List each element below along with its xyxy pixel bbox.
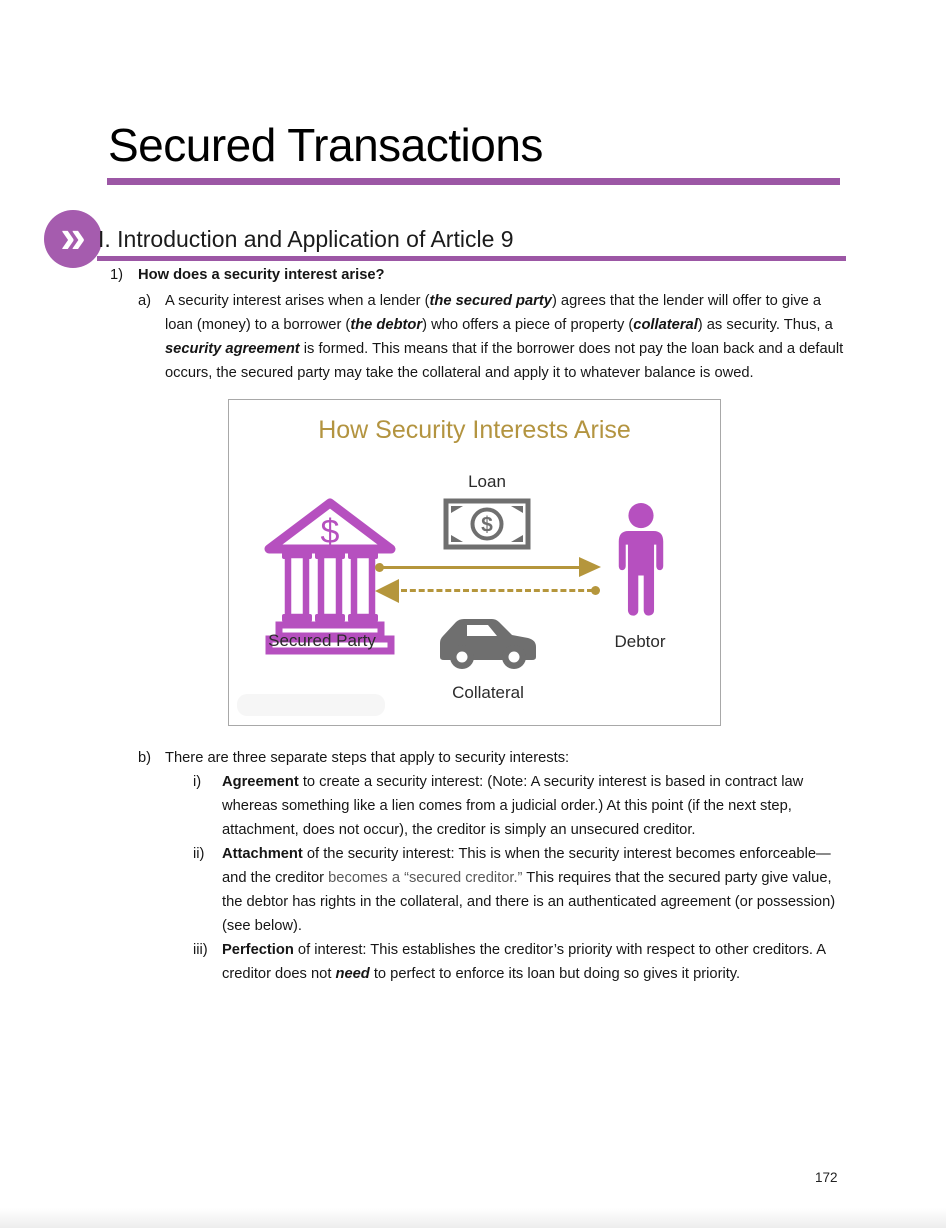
loan-arrow-line [381, 566, 581, 569]
paragraph-i: Agreement to create a security interest: (Note: A security interest is based in contract law whereas something like a lien comes from a judicial order.) At this point (if the next step, attachment, does not occur), the creditor is simply an unsecured creditor. [222, 774, 804, 838]
paragraph-iii: Perfection of interest: This establishes the creditor’s priority with respect to other creditors. A creditor does not need to perfect to enforce its loan but doing so gives it priority. [222, 942, 826, 982]
security-interest-diagram [228, 399, 721, 726]
loan-arrow-head [579, 557, 601, 577]
collateral-arrow-line [401, 589, 593, 592]
collateral-label: Collateral [452, 683, 524, 702]
list-marker: 1) [110, 267, 124, 283]
faded-watermark [237, 694, 385, 716]
list-marker: i) [193, 774, 202, 790]
list-marker: b) [138, 750, 152, 766]
title-divider [107, 178, 840, 185]
page-number: 172 [815, 1170, 838, 1185]
dollar-glyph: $ [320, 513, 340, 551]
collateral-arrow-head [375, 579, 399, 603]
car-icon [436, 609, 540, 681]
debtor-label: Debtor [614, 632, 666, 651]
section-divider [97, 256, 846, 261]
list-item-1 [110, 263, 946, 287]
list-item-a [138, 289, 946, 385]
paragraph-b: There are three separate steps that apply to security interests: [165, 750, 570, 766]
list-item-b [138, 746, 946, 770]
person-icon [612, 500, 670, 630]
section-heading: I. Introduction and Application of Article 9 [98, 226, 514, 252]
secured-party-label: Secured Party [268, 631, 376, 650]
list-marker: a) [138, 293, 152, 309]
loan-label: Loan [468, 472, 506, 491]
paragraph-a: A security interest arises when a lender (the secured party) agrees that the lender will offer to give a loan (money) to a borrower (the debtor) who offers a piece of property (collateral) as security. Thus, a security agreement is formed. This means that if the borrower does not pay the loan back and a default occurs, the secured party may take the collateral and apply it to whatever balance is owed. [165, 293, 844, 381]
paragraph-ii: Attachment of the security interest: This is when the security interest becomes enforceable—and the creditor becomes a “secured creditor.” This requires that the secured party give value, the debtor has rights in the collateral, and there is an authenticated agreement (or possession) (see below). [222, 846, 836, 934]
list-marker: iii) [193, 942, 208, 958]
question-text: How does a security interest arise? [138, 267, 385, 283]
outline-content [0, 263, 946, 986]
list-marker: ii) [193, 846, 205, 862]
list-item-ii [193, 842, 946, 938]
list-item-iii [193, 938, 946, 986]
dollar-glyph: $ [481, 513, 493, 537]
diagram-title: How Security Interests Arise [318, 416, 631, 444]
list-item-i [193, 770, 946, 842]
money-bill-icon [443, 498, 531, 558]
page-title: Secured Transactions [108, 119, 543, 171]
collateral-arrow-dot [591, 586, 600, 595]
chevron-double-right-icon: » [44, 210, 102, 268]
page-edge-shadow [0, 1208, 946, 1228]
